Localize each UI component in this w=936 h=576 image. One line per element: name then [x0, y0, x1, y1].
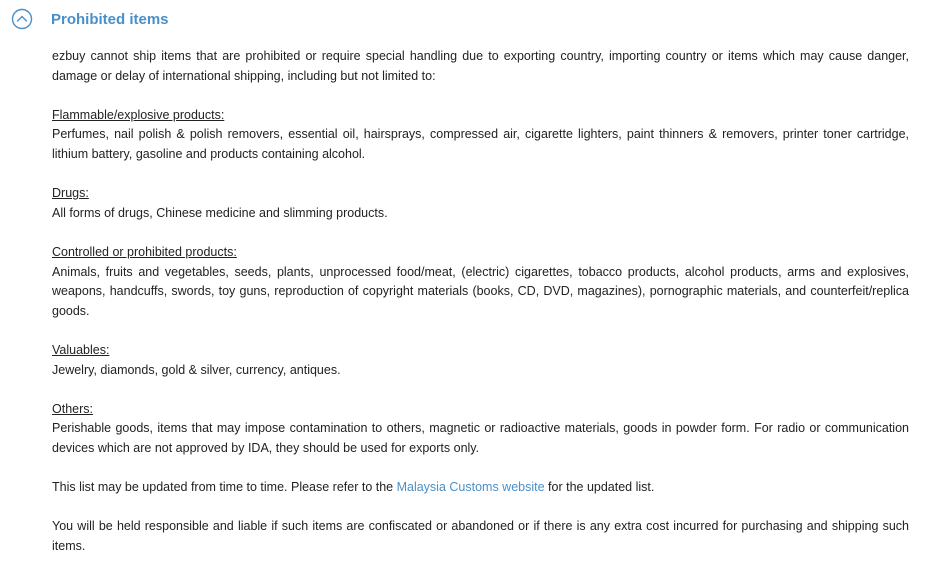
section-heading: Flammable/explosive products:	[52, 107, 225, 122]
accordion-content	[52, 47, 909, 576]
section-flammable	[52, 106, 909, 165]
section-body: All forms of drugs, Chinese medicine and slimming products.	[52, 205, 388, 220]
section-body: Jewelry, diamonds, gold & silver, currency, antiques.	[52, 362, 341, 377]
section-heading: Others:	[52, 401, 93, 416]
accordion-header[interactable]	[11, 7, 169, 31]
liability-text: You will be held responsible and liable if such items are confiscated or abandoned or if there is any extra cost incurred for purchasing and shipping such items.	[52, 519, 909, 553]
malaysia-customs-link[interactable]: Malaysia Customs website	[396, 480, 545, 495]
section-others	[52, 400, 909, 459]
intro-text: ezbuy cannot ship items that are prohibited or require special handling due to exporting country, importing country or items which may cause danger, damage or delay of international shipping, including but not limited to:	[52, 49, 909, 83]
chevron-up-circle-icon[interactable]	[11, 8, 33, 30]
update-note-after: for the updated list.	[544, 480, 655, 495]
section-heading: Controlled or prohibited products:	[52, 244, 237, 259]
section-controlled	[52, 243, 909, 321]
update-note-before: This list may be updated from time to time. Please refer to the	[52, 480, 397, 495]
section-title[interactable]: Prohibited items	[51, 10, 169, 28]
section-heading: Valuables:	[52, 342, 110, 357]
section-valuables	[52, 341, 909, 380]
section-heading: Drugs:	[52, 186, 89, 201]
update-note	[52, 478, 909, 498]
section-body: Perfumes, nail polish & polish removers, essential oil, hairsprays, compressed air, cigarette lighters, paint thinners & removers, printer toner cartridge, lithium battery, gasoline and products containing alcohol.	[52, 127, 909, 161]
section-drugs	[52, 184, 909, 223]
section-body: Animals, fruits and vegetables, seeds, plants, unprocessed food/meat, (electric) cigarettes, tobacco products, alcohol products, arms and explosives, weapons, handcuffs, swords, toy guns, reproduction of copyright materials (books, CD, DVD, magazines), pornographic materials, and counterfeit/replica goods.	[52, 264, 909, 318]
section-body: Perishable goods, items that may impose contamination to others, magnetic or radioactive materials, goods in powder form. For radio or communication devices which are not approved by IDA, they should be used for exports only.	[52, 421, 909, 455]
